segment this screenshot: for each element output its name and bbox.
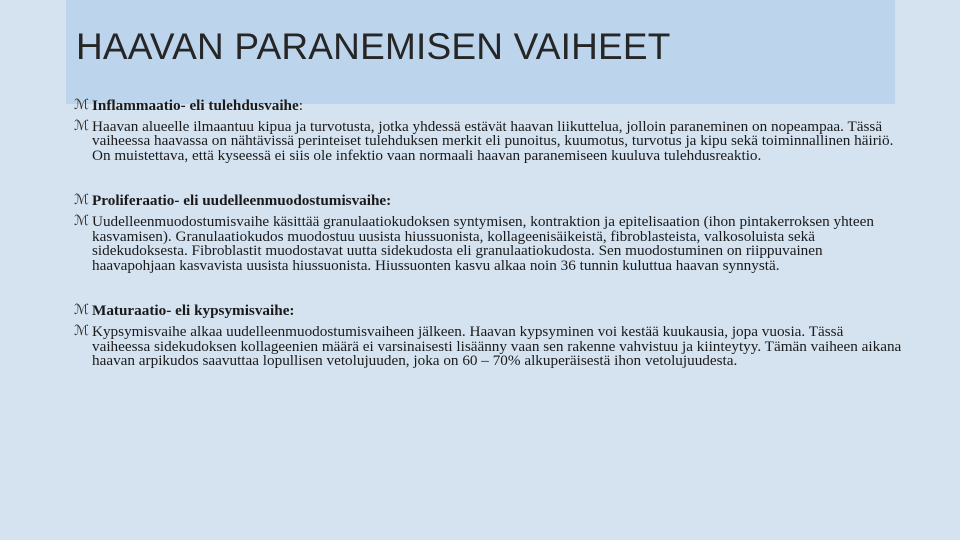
- body-text: Haavan alueelle ilmaantuu kipua ja turvotusta, jotka yhdessä estävät haavan liikuttelua, jolloin paraneminen on nopeampaa. Tässä vaiheessa haavassa on nähtävissä perinteiset tulehduksen merkit eli punoitus, kuumotus, turvotus ja kipu sekä toiminnallinen häiriö. On muistettava, että kyseessä ei siis ole infektio vaan normaali haavan paranemiseen kuuluva tulehdusreaktio.: [92, 117, 894, 164]
- section-heading: [74, 99, 904, 114]
- slide-title: HAAVAN PARANEMISEN VAIHEET: [76, 26, 671, 67]
- section-body: [74, 212, 904, 274]
- heading-text: Inflammaatio- eli tulehdusvaihe: [92, 97, 299, 114]
- section-maturation: [74, 304, 904, 368]
- slide-content: [74, 99, 904, 400]
- section-body: [74, 117, 904, 164]
- heading-text: Maturaatio- eli kypsymisvaihe:: [92, 302, 295, 320]
- bullet-icon: ℳ: [74, 98, 89, 113]
- bullet-icon: ℳ: [74, 213, 89, 229]
- body-text: Uudelleenmuodostumisvaihe käsittää granulaatiokudoksen syntymisen, kontraktion ja epitelisaation (ihon pintakerroksen yhteen kasvamisen). Granulaatiokudos muodostuu uusista hiussuonista, kollageenisäikeistä, fibroblasteista, valkosoluista sekä sidekudoksesta. Fibroblastit muodostavat uutta sidekudosta eli granulaatiokudosta. Sen muodostuminen on riippuvainen haavapohjaan kasvavista uusista hiussuonista. Hiussuonten kasvu alkaa noin 36 tunnin kuluttua haavan synnystä.: [92, 212, 874, 274]
- bullet-icon: ℳ: [74, 323, 89, 339]
- bullet-icon: ℳ: [74, 118, 89, 134]
- section-heading: [74, 304, 904, 319]
- heading-suffix: :: [298, 97, 303, 114]
- body-text: Kypsymisvaihe alkaa uudelleenmuodostumisvaiheen jälkeen. Haavan kypsyminen voi kestää kuukausia, jopa vuosia. Tässä vaiheessa sidekudoksen kollageenien määrä ei varsinaisesti lisäänny vaan sen rakenne vahvistuu ja kiinteytyy. Tämän vaiheen aikana haavan arpikudos saavuttaa lopullisen vetolujuuden, joka on 60 – 70% alkuperäisestä ihon vetolujuudesta.: [92, 322, 902, 370]
- bullet-icon: ℳ: [74, 193, 89, 209]
- section-heading: [74, 194, 904, 209]
- section-body: [74, 322, 904, 370]
- bullet-icon: ℳ: [74, 303, 89, 319]
- section-inflammation: [74, 99, 904, 163]
- section-proliferation: [74, 194, 904, 273]
- heading-text: Proliferaatio- eli uudelleenmuodostumisvaihe:: [92, 192, 392, 210]
